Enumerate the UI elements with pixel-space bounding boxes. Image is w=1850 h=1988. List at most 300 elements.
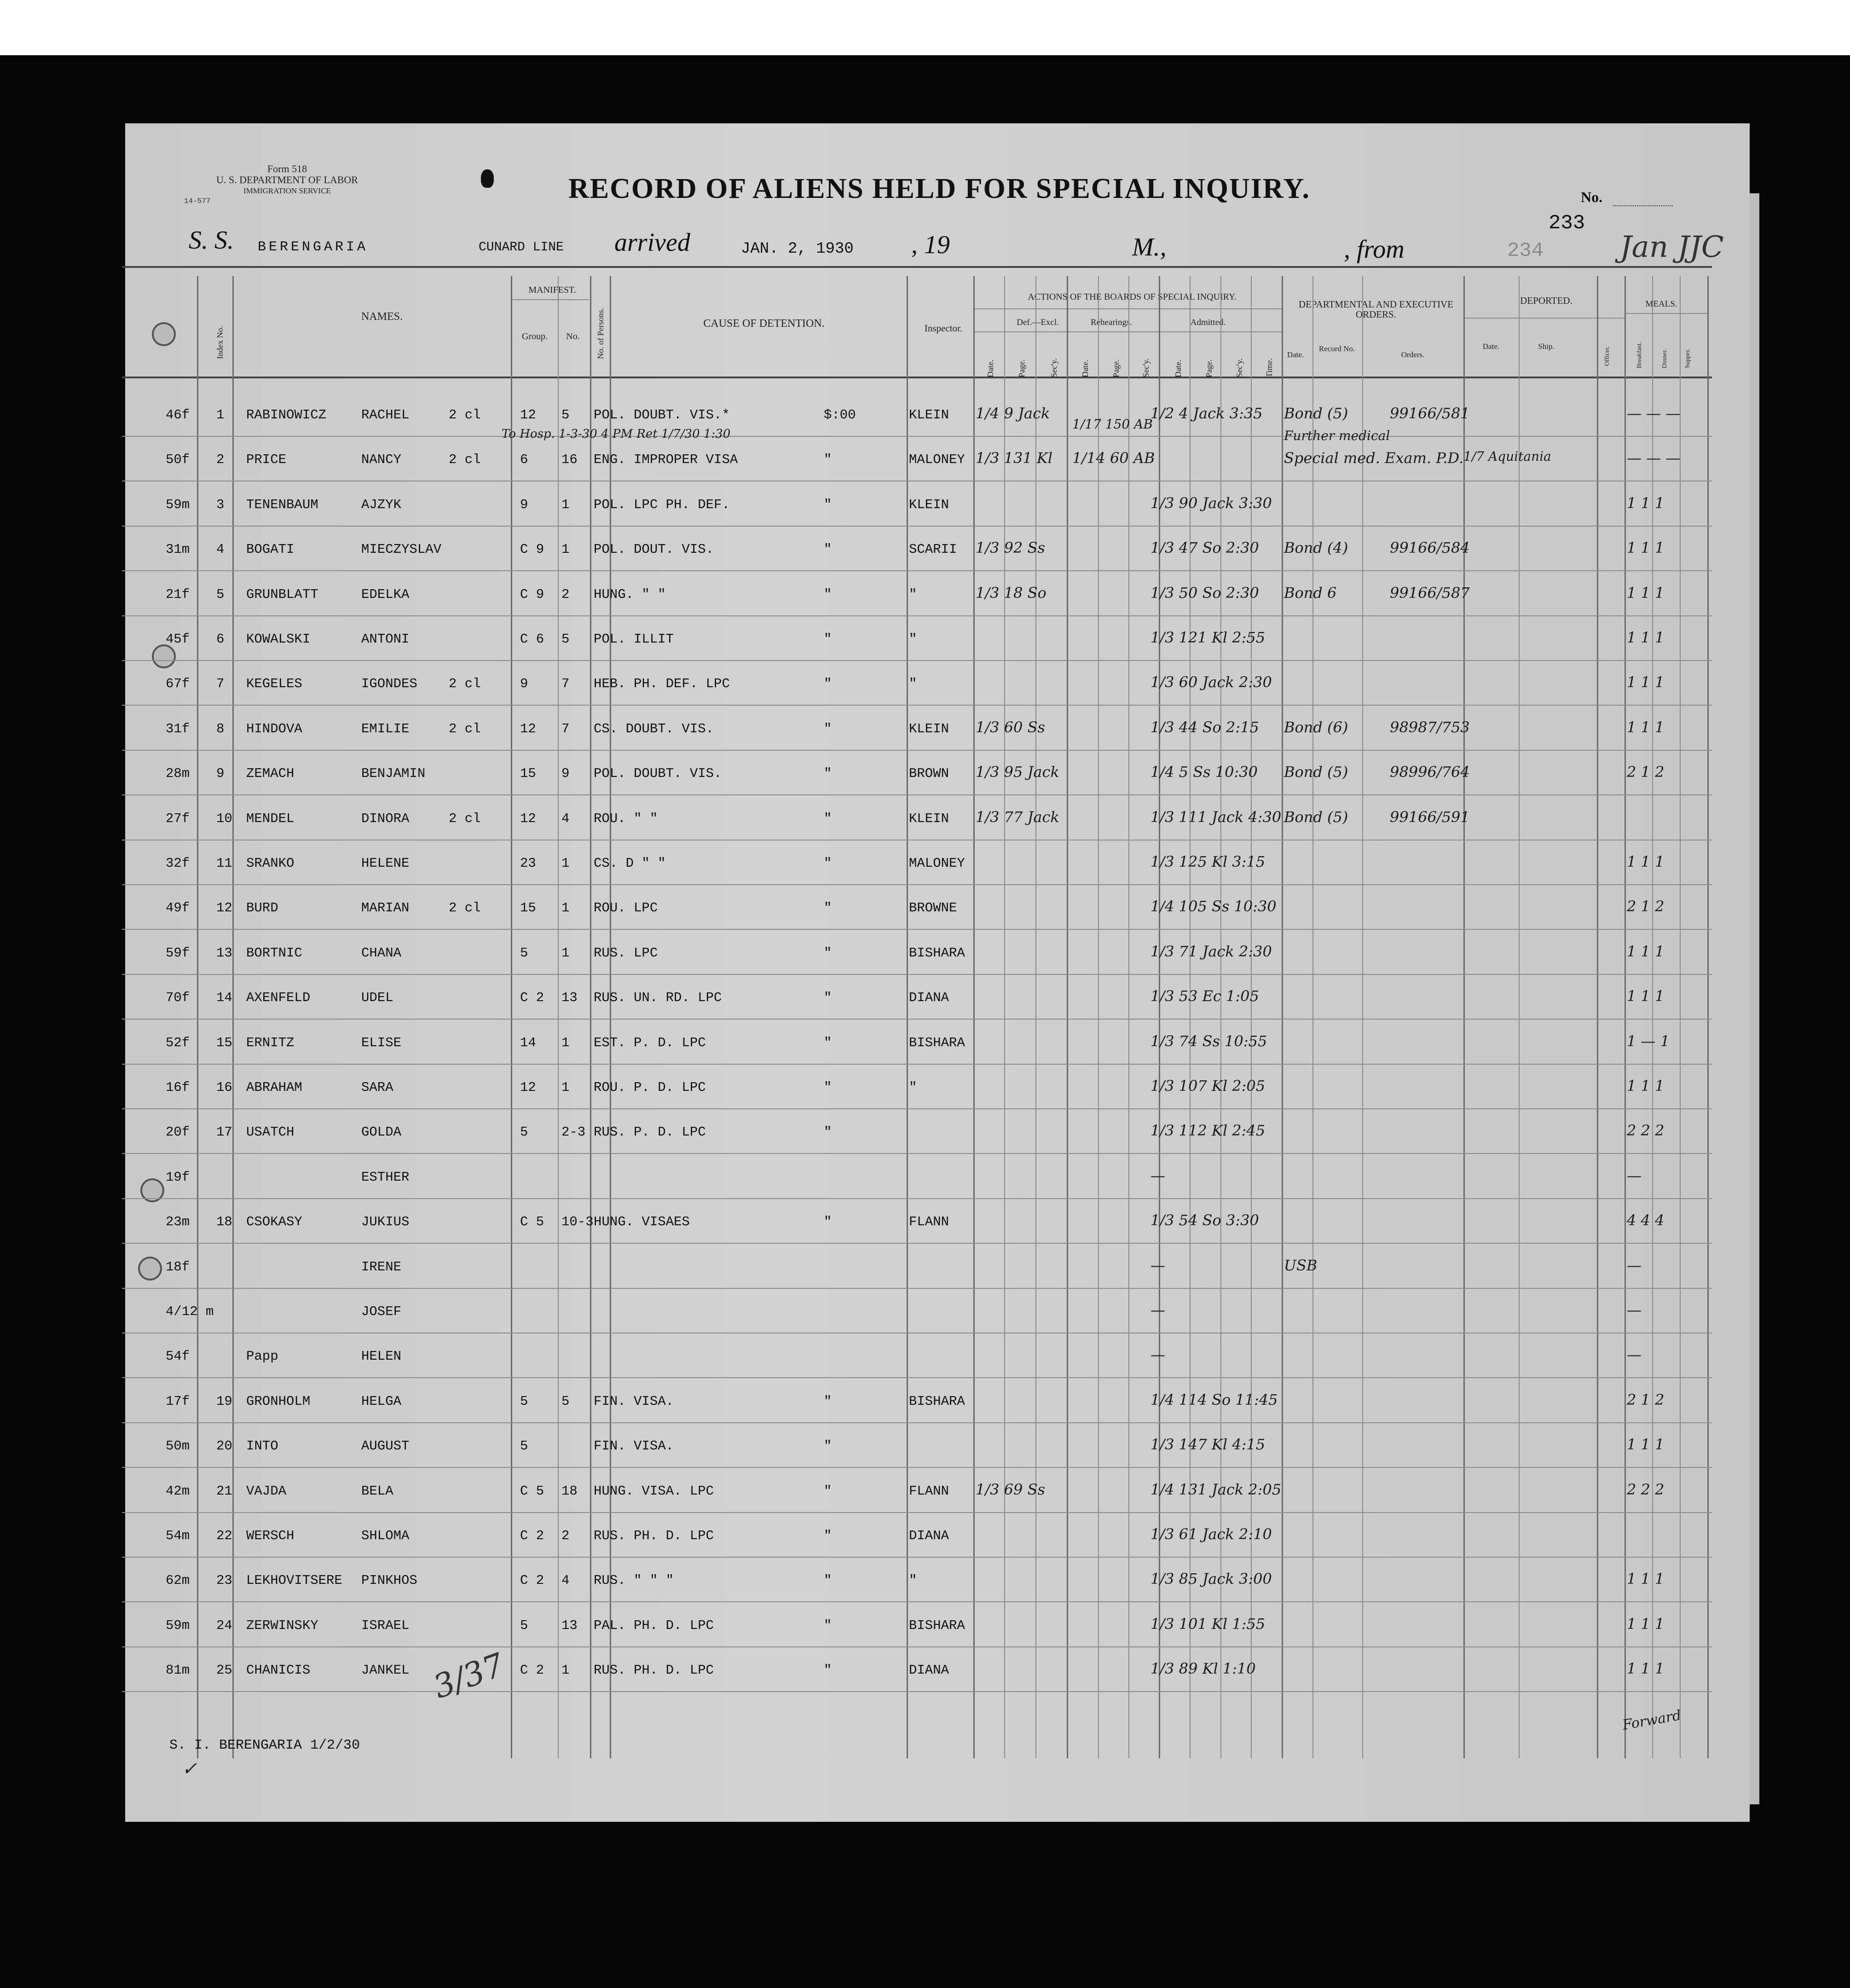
row-rule <box>122 1019 1712 1020</box>
manifest-group: 12 <box>520 721 536 736</box>
record-number: 99166/591 <box>1390 808 1470 826</box>
departmental-order: Bond (6) <box>1284 718 1348 736</box>
initials-signature: Jan JJC <box>1620 230 1724 264</box>
departmental-order: Bond 6 <box>1284 584 1337 602</box>
cause-of-detention: RUS. PH. D. LPC <box>594 1663 714 1678</box>
index-number: 18 <box>216 1214 232 1230</box>
row-rule <box>122 615 1712 616</box>
ditto-mark: " <box>824 1528 832 1543</box>
manifest-number: 7 <box>561 676 570 692</box>
header-admitted: Admitted. <box>1190 318 1226 327</box>
manifest-number: 4 <box>561 1573 570 1588</box>
row-rule <box>122 750 1712 751</box>
margin-number: 3/37 <box>428 1646 509 1706</box>
meals-served: — <box>1627 1256 1642 1274</box>
footer-label: S. I. BERENGARIA 1/2/30 <box>169 1738 360 1753</box>
cause-of-detention: POL. DOUBT. VIS. <box>594 766 722 782</box>
manifest-number: 16 <box>561 452 578 468</box>
admitted-entry: 1/4 131 Jack 2:05 <box>1150 1480 1282 1498</box>
surname: KOWALSKI <box>246 632 311 647</box>
header-reh-secy: Sec'y. <box>1141 358 1150 377</box>
inspector: KLEIN <box>909 497 949 512</box>
surname: CHANICIS <box>246 1663 311 1678</box>
index-number: 4 <box>216 542 225 557</box>
index-number: 1 <box>216 407 225 423</box>
manifest-number: 1 <box>561 1035 570 1050</box>
surname: RABINOWICZ <box>246 407 327 423</box>
age-sex: 21f <box>166 586 190 602</box>
header-no-persons: No. of Persons. <box>596 308 605 359</box>
inspector: " <box>909 1080 917 1095</box>
meals-served: 4 4 4 <box>1627 1211 1665 1229</box>
header-reh-page: Page. <box>1111 359 1121 377</box>
row-rule <box>122 1601 1712 1602</box>
cause-of-detention: FIN. VISA. <box>594 1393 674 1409</box>
manifest-number: 5 <box>561 1393 570 1409</box>
deferred-entry: 1/4 9 Jack <box>976 405 1050 422</box>
header-inspector: Inspector. <box>924 323 963 334</box>
given-name: JUKIUS <box>361 1214 410 1230</box>
col-rule <box>1362 276 1363 1758</box>
age-sex: 49f <box>166 900 190 916</box>
index-number: 23 <box>216 1573 232 1588</box>
admitted-entry: 1/3 89 Kl 1:10 <box>1150 1660 1256 1678</box>
cause-of-detention: HUNG. VISAES <box>594 1214 690 1230</box>
admitted-entry: 1/3 112 Kl 2:45 <box>1150 1122 1266 1140</box>
header-orders: Orders. <box>1401 350 1425 359</box>
surname: ABRAHAM <box>246 1080 302 1095</box>
manifest-group: 12 <box>520 407 536 423</box>
record-number-previous: 234 <box>1507 239 1544 262</box>
row-rule <box>122 794 1712 795</box>
manifest-number: 1 <box>561 497 570 512</box>
manifest-group: 5 <box>520 1124 528 1140</box>
row-rule <box>122 1108 1712 1109</box>
manifest-group: C 9 <box>520 586 544 602</box>
age-sex: 42m <box>166 1483 190 1499</box>
inspector: FLANN <box>909 1483 949 1499</box>
ditto-mark: " <box>824 1035 832 1050</box>
admitted-entry: 1/3 111 Jack 4:30 <box>1150 808 1282 826</box>
punch-hole <box>138 1257 162 1281</box>
class-note: 2 cl <box>449 811 481 826</box>
punch-hole <box>152 644 176 668</box>
admitted-entry: 1/3 71 Jack 2:30 <box>1150 942 1272 960</box>
cause-of-detention: ENG. IMPROPER VISA <box>594 452 738 468</box>
cause-of-detention: ROU. LPC <box>594 900 658 916</box>
record-number: 99166/587 <box>1390 584 1470 602</box>
surname: GRONHOLM <box>246 1393 311 1409</box>
manifest-number: 2 <box>561 1528 570 1543</box>
index-number: 6 <box>216 632 225 647</box>
row-rule <box>122 1064 1712 1065</box>
record-number: 98996/764 <box>1390 763 1470 781</box>
header-manifest: MANIFEST. <box>528 285 576 295</box>
meals-served: 1 1 1 <box>1627 1570 1665 1588</box>
cause-of-detention: ROU. P. D. LPC <box>594 1080 706 1095</box>
manifest-number: 1 <box>561 945 570 961</box>
manifest-number: 13 <box>561 990 578 1006</box>
manifest-group: C 2 <box>520 1573 544 1588</box>
age-sex: 27f <box>166 811 190 826</box>
manifest-number: 13 <box>561 1617 578 1633</box>
header-adm-date: Date. <box>1174 359 1183 377</box>
departmental-order: Bond (4) <box>1284 539 1348 557</box>
given-name: DINORA <box>361 811 410 826</box>
surname: SRANKO <box>246 856 295 871</box>
col-rule <box>232 276 234 1758</box>
col-rule <box>1035 276 1036 1758</box>
meals-served: 1 1 1 <box>1627 987 1665 1005</box>
col-rule <box>907 276 908 1758</box>
header-adm-time: Time. <box>1265 358 1274 377</box>
index-number: 17 <box>216 1124 232 1140</box>
header-cause: CAUSE OF DETENTION. <box>703 318 825 330</box>
cause-of-detention: RUS. PH. D. LPC <box>594 1528 714 1543</box>
index-number: 10 <box>216 811 232 826</box>
admitted-entry: 1/3 147 Kl 4:15 <box>1150 1436 1266 1454</box>
given-name: HELENE <box>361 856 410 871</box>
meals-served: 2 1 2 <box>1627 763 1665 781</box>
given-name: BENJAMIN <box>361 766 426 782</box>
arrival-date: JAN. 2, 1930 <box>741 240 854 258</box>
ditto-mark: $:00 <box>824 407 856 423</box>
further-medical-note: Further medical <box>1284 428 1390 443</box>
header-def-excl: Def.—Excl. <box>1017 318 1059 327</box>
col-rule <box>1519 276 1520 1758</box>
col-rule <box>1098 276 1099 1758</box>
admitted-entry: — <box>1150 1256 1165 1274</box>
deferred-entry: 1/3 77 Jack <box>976 808 1059 826</box>
col-rule <box>1282 276 1283 1758</box>
inspector: " <box>909 586 917 602</box>
row-rule <box>122 929 1712 930</box>
meals-served: 2 1 2 <box>1627 898 1665 916</box>
manifest-group: C 2 <box>520 1663 544 1678</box>
surname: GRUNBLATT <box>246 586 318 602</box>
col-rule <box>1312 276 1313 1758</box>
given-name: HELGA <box>361 1393 402 1409</box>
year-label: , 19 <box>911 231 950 259</box>
given-name: EDELKA <box>361 586 410 602</box>
manifest-group: 15 <box>520 766 536 782</box>
index-number: 12 <box>216 900 232 916</box>
service-name: IMMIGRATION SERVICE <box>243 186 331 195</box>
row-rule <box>122 660 1712 661</box>
given-name: GOLDA <box>361 1124 402 1140</box>
ditto-mark: " <box>824 497 832 512</box>
manifest-group: C 5 <box>520 1214 544 1230</box>
inspector: KLEIN <box>909 721 949 736</box>
deferred-entry: 1/3 60 Ss <box>976 718 1045 736</box>
age-sex: 31m <box>166 542 190 557</box>
header-reh-date: Date. <box>1081 359 1090 377</box>
department-name: U. S. DEPARTMENT OF LABOR <box>216 174 358 185</box>
ditto-mark: " <box>824 1393 832 1409</box>
cause-of-detention: CS. DOUBT. VIS. <box>594 721 714 736</box>
age-sex: 19f <box>166 1169 190 1185</box>
ditto-mark: " <box>824 1617 832 1633</box>
row-rule <box>122 570 1712 571</box>
manifest-group: 12 <box>520 811 536 826</box>
departmental-order: Bond (5) <box>1284 405 1348 422</box>
given-name: HELEN <box>361 1349 402 1364</box>
inspector: SCARII <box>909 542 957 557</box>
admitted-entry: 1/3 107 Kl 2:05 <box>1150 1077 1266 1095</box>
header-names: NAMES. <box>361 311 403 323</box>
admitted-entry: 1/3 60 Jack 2:30 <box>1150 673 1272 691</box>
row-rule <box>122 526 1712 527</box>
age-sex: 52f <box>166 1035 190 1050</box>
surname: BOGATI <box>246 542 295 557</box>
ditto-mark: " <box>824 1483 832 1499</box>
surname: PRICE <box>246 452 287 468</box>
manifest-number: 1 <box>561 856 570 871</box>
age-sex: 45f <box>166 632 190 647</box>
record-number: 233 <box>1549 212 1585 235</box>
given-name: EMILIE <box>361 721 410 736</box>
meals-served: 1 1 1 <box>1627 1436 1665 1454</box>
age-sex: 50m <box>166 1438 190 1454</box>
m-label: M., <box>1132 233 1167 261</box>
ditto-mark: " <box>824 1438 832 1454</box>
col-rule <box>1463 276 1465 1758</box>
header-def-secy: Sec'y. <box>1049 358 1058 377</box>
surname: VAJDA <box>246 1483 287 1499</box>
given-name: ELISE <box>361 1035 402 1050</box>
manifest-number: 5 <box>561 632 570 647</box>
manifest-group: C 2 <box>520 1528 544 1543</box>
ditto-mark: " <box>824 766 832 782</box>
manifest-number: 1 <box>561 1663 570 1678</box>
inspector: FLANN <box>909 1214 949 1230</box>
admitted-entry: 1/4 5 Ss 10:30 <box>1150 763 1258 781</box>
given-name: IGONDES <box>361 676 417 692</box>
row-rule <box>122 1512 1712 1513</box>
cause-of-detention: CS. D " " <box>594 856 666 871</box>
index-number: 25 <box>216 1663 232 1678</box>
index-number: 13 <box>216 945 232 961</box>
header-def-date: Date. <box>986 359 995 377</box>
manifest-group: C 6 <box>520 632 544 647</box>
manifest-number: 2-3 <box>561 1124 586 1140</box>
deferred-entry: 1/3 95 Jack <box>976 763 1059 781</box>
admitted-entry: 1/4 105 Ss 10:30 <box>1150 898 1277 916</box>
manifest-number: 10-3 <box>561 1214 594 1230</box>
ditto-mark: " <box>824 945 832 961</box>
inspector: BISHARA <box>909 1393 965 1409</box>
given-name: BELA <box>361 1483 393 1499</box>
row-rule <box>122 1198 1712 1199</box>
inspector: MALONEY <box>909 856 965 871</box>
form-code: 14-577 <box>184 197 211 205</box>
row-rule <box>122 705 1712 706</box>
arrived-label: arrived <box>614 228 690 257</box>
col-rule <box>1680 276 1681 1758</box>
class-note: 2 cl <box>449 452 481 468</box>
class-note: 2 cl <box>449 721 481 736</box>
rule <box>973 308 1282 309</box>
meals-served: 1 1 1 <box>1627 853 1665 870</box>
header-meals: MEALS. <box>1645 299 1677 309</box>
surname: AXENFELD <box>246 990 311 1006</box>
ship-name: BERENGARIA <box>258 239 369 255</box>
cause-of-detention: RUS. UN. RD. LPC <box>594 990 722 1006</box>
inspector: BROWNE <box>909 900 957 916</box>
inspector: KLEIN <box>909 811 949 826</box>
inspector: BISHARA <box>909 945 965 961</box>
row-rule <box>122 1557 1712 1558</box>
row-rule <box>122 1422 1712 1423</box>
surname: BURD <box>246 900 278 916</box>
form-identifier <box>216 163 358 197</box>
index-number: 15 <box>216 1035 232 1050</box>
age-sex: 23m <box>166 1214 190 1230</box>
age-sex: 17f <box>166 1393 190 1409</box>
index-number: 2 <box>216 452 225 468</box>
header-deported-ship: Ship. <box>1538 342 1555 351</box>
ditto-mark: " <box>824 542 832 557</box>
cause-of-detention: FIN. VISA. <box>594 1438 674 1454</box>
inspector: DIANA <box>909 1528 949 1543</box>
col-rule <box>197 276 198 1758</box>
meals-served: 1 1 1 <box>1627 718 1665 736</box>
cause-of-detention: HUNG. " " <box>594 586 666 602</box>
index-number: 9 <box>216 766 225 782</box>
admitted-entry: — <box>1150 1166 1165 1184</box>
admitted-entry: 1/3 101 Kl 1:55 <box>1150 1615 1266 1633</box>
surname: Papp <box>246 1349 278 1364</box>
meals-served: 1 1 1 <box>1627 1077 1665 1095</box>
manifest-group: 12 <box>520 1080 536 1095</box>
col-rule <box>558 276 559 1758</box>
age-sex: 54m <box>166 1528 190 1543</box>
meals-served: — <box>1627 1301 1642 1319</box>
admitted-entry: 1/3 121 Kl 2:55 <box>1150 629 1266 646</box>
manifest-group: 9 <box>520 497 528 512</box>
given-name: ISRAEL <box>361 1617 410 1633</box>
ditto-mark: " <box>824 856 832 871</box>
col-rule <box>1707 276 1709 1758</box>
given-name: JANKEL <box>361 1663 410 1678</box>
row-rule <box>122 884 1712 885</box>
surname: CSOKASY <box>246 1214 302 1230</box>
shipping-line: CUNARD LINE <box>479 240 564 255</box>
inspector: BROWN <box>909 766 949 782</box>
given-name: SHLOMA <box>361 1528 410 1543</box>
index-number: 7 <box>216 676 225 692</box>
row-rule <box>122 1288 1712 1289</box>
header-actions: ACTIONS OF THE BOARDS OF SPECIAL INQUIRY. <box>1028 292 1237 302</box>
age-sex: 16f <box>166 1080 190 1095</box>
admitted-entry: 1/3 50 So 2:30 <box>1150 584 1259 602</box>
cause-of-detention: ROU. " " <box>594 811 658 826</box>
admitted-entry: 1/3 125 Kl 3:15 <box>1150 853 1266 870</box>
header-deported-date: Date. <box>1482 342 1500 351</box>
record-number-label: No. <box>1581 189 1603 205</box>
admitted-entry: 1/3 61 Jack 2:10 <box>1150 1525 1272 1543</box>
header-rule <box>122 266 1712 268</box>
record-number: 98987/753 <box>1390 718 1470 736</box>
given-name: CHANA <box>361 945 402 961</box>
manifest-number: 1 <box>561 900 570 916</box>
age-sex: 32f <box>166 856 190 871</box>
manifest-number: 5 <box>561 407 570 423</box>
given-name: PINKHOS <box>361 1573 417 1588</box>
ditto-mark: " <box>824 676 832 692</box>
surname: KEGELES <box>246 676 302 692</box>
manifest-group: 15 <box>520 900 536 916</box>
manifest-group: 23 <box>520 856 536 871</box>
row-rule <box>122 1646 1712 1647</box>
row-rule <box>122 436 1712 437</box>
admitted-entry: 1/3 47 So 2:30 <box>1150 539 1259 557</box>
inspector: " <box>909 632 917 647</box>
index-number: 19 <box>216 1393 232 1409</box>
given-name: AUGUST <box>361 1438 410 1454</box>
manifest-number: 1 <box>561 542 570 557</box>
admitted-entry: 1/3 90 Jack 3:30 <box>1150 494 1272 512</box>
class-note: 2 cl <box>449 407 481 423</box>
admitted-entry: — <box>1150 1346 1165 1364</box>
manifest-group: C 5 <box>520 1483 544 1499</box>
surname: ZERWINSKY <box>246 1617 318 1633</box>
given-name: IRENE <box>361 1259 402 1275</box>
deferred-entry: 1/3 69 Ss <box>976 1480 1045 1498</box>
index-number: 8 <box>216 721 225 736</box>
deferred-entry: 1/3 18 So <box>976 584 1046 602</box>
deferred-entry: 1/3 131 Kl <box>976 449 1053 467</box>
col-rule <box>1067 276 1068 1758</box>
deport-ship-note: 1/7 Aquitania <box>1463 449 1551 464</box>
surname: INTO <box>246 1438 278 1454</box>
index-number: 3 <box>216 497 225 512</box>
given-name: ESTHER <box>361 1169 410 1185</box>
cause-of-detention: RUS. LPC <box>594 945 658 961</box>
rehearing-entry: 1/14 60 AB <box>1072 449 1155 467</box>
meals-served: 1 — 1 <box>1627 1032 1670 1050</box>
header-departmental: DEPARTMENTAL AND EXECUTIVE ORDERS. <box>1298 299 1454 320</box>
ditto-mark: " <box>824 586 832 602</box>
inspector: " <box>909 676 917 692</box>
rule <box>1463 318 1625 319</box>
ditto-mark: " <box>824 1663 832 1678</box>
meals-served: 1 1 1 <box>1627 629 1665 646</box>
given-name: NANCY <box>361 452 402 468</box>
cause-of-detention: RUS. " " " <box>594 1573 674 1588</box>
inspector: DIANA <box>909 1663 949 1678</box>
page-title: RECORD OF ALIENS HELD FOR SPECIAL INQUIRY. <box>568 173 1311 204</box>
check-mark-icon: ✓ <box>182 1758 197 1779</box>
row-rule <box>122 1467 1712 1468</box>
age-sex: 18f <box>166 1259 190 1275</box>
forward-note: Forward <box>1621 1707 1682 1733</box>
age-sex: 59m <box>166 1617 190 1633</box>
inspector: BISHARA <box>909 1035 965 1050</box>
age-sex: 46f <box>166 407 190 423</box>
header-record-no: Record No. <box>1318 344 1355 353</box>
meals-served: 1 1 1 <box>1627 1660 1665 1678</box>
row-rule <box>122 974 1712 975</box>
age-sex: 70f <box>166 990 190 1006</box>
inspector: BISHARA <box>909 1617 965 1633</box>
manifest-number: 9 <box>561 766 570 782</box>
meals-served: — — — <box>1627 449 1681 467</box>
punch-hole <box>152 322 176 346</box>
col-rule <box>1597 276 1598 1758</box>
cause-of-detention: POL. DOUBT. VIS.* <box>594 407 730 423</box>
admitted-entry: — <box>1150 1301 1165 1319</box>
